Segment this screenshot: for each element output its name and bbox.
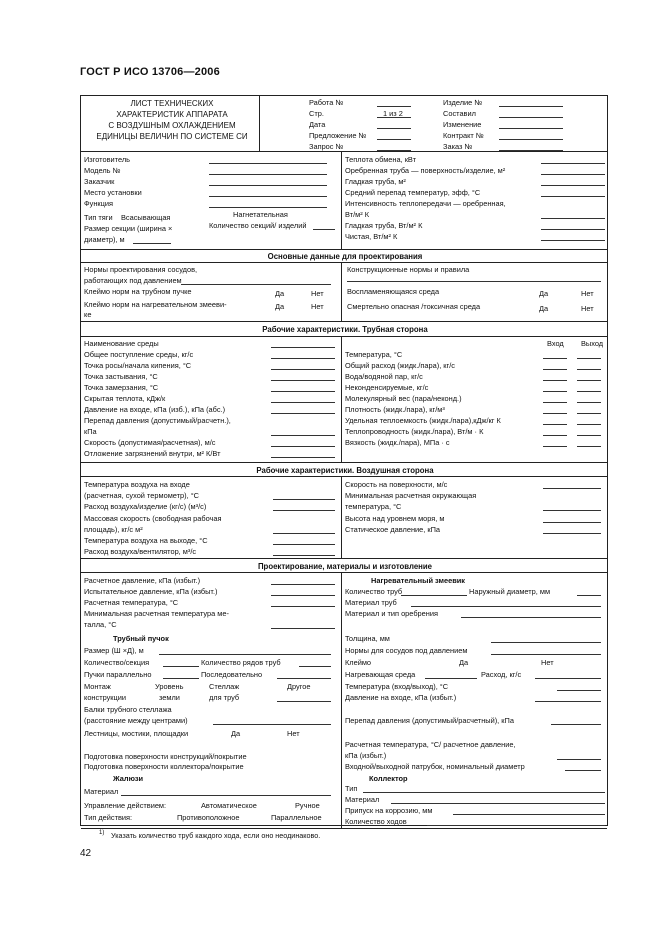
job-number-label: Работа № <box>309 98 344 107</box>
ladders-no: Нет <box>287 729 300 738</box>
min-design-ambient-label-2: температура, °С <box>345 502 402 511</box>
louver-action-label: Управление действием: <box>84 801 167 810</box>
ground-label: земли <box>159 693 180 702</box>
total-fluid-label: Общее поступление среды, кг/с <box>84 350 194 359</box>
fluid-name-label: Наименование среды <box>84 339 159 348</box>
header-title: Коллектор <box>369 774 408 783</box>
coil-inlet-pressure-label: Давление на входе, кПа (избыт.) <box>345 693 457 702</box>
total-flow-label: Общий расход (жидк./пара), кг/с <box>345 361 455 370</box>
mdmt-label-2: талла, °С <box>84 620 117 629</box>
density-label: Плотность (жидк./пара), кг/м³ <box>345 405 445 414</box>
tube-side-title: Рабочие характеристики. Трубная сторона <box>262 325 428 334</box>
coil-fin-material-label: Материал и тип оребрения <box>345 609 438 618</box>
coil-code-stamp-label-2: ке <box>84 310 92 319</box>
rack-beams-label-2: (расстояние между центрами) <box>84 716 188 725</box>
noncondensables-label: Неконденсируемые, кг/с <box>345 383 429 392</box>
induced-draft-option: Всасывающая <box>121 213 171 222</box>
prepared-by-label: Составил <box>443 109 476 118</box>
coil-design-temp-label-2: кПа (избыт.) <box>345 751 387 760</box>
velocity-label: Скорость (допустимая/расчетная), м/с <box>84 438 216 447</box>
footnote-mark: 1) <box>99 830 105 836</box>
ladders-yes: Да <box>231 729 241 738</box>
coil-tube-material-label: Материал труб <box>345 598 397 607</box>
bundles-parallel-label: Пучки параллельно <box>84 670 152 679</box>
ladders-platforms-label: Лестницы, мостики, площадки <box>84 729 189 738</box>
coil-vessel-code-label: Нормы для сосудов под давлением <box>345 646 468 655</box>
other-label: Другое <box>287 682 311 691</box>
header-surface-prep-label: Подготовка поверхности коллектора/покрытие <box>84 762 244 771</box>
forced-draft-option: Нагнетательная <box>233 210 288 219</box>
coil-stamp-no: Нет <box>311 302 324 311</box>
louver-material-label: Материал <box>84 787 119 796</box>
coil-od-label: Наружный диаметр, мм <box>469 587 551 596</box>
coil-flow-label: Расход, кг/с <box>481 670 522 679</box>
dew-bubble-point-label: Точка росы/начала кипения, °С <box>84 361 192 370</box>
sections-per-item-label: Количество секций/ изделий <box>209 221 307 230</box>
louver-parallel-label: Параллельное <box>271 813 322 822</box>
specific-heat-label: Удельная теплоемкость (жидк./пара),кДж/кг К <box>345 416 501 425</box>
flammable-yes: Да <box>539 289 549 298</box>
datasheet-form <box>80 95 608 840</box>
manufacturer-label: Изготовитель <box>84 155 130 164</box>
lethal-yes: Да <box>539 304 549 313</box>
inlet-column-header: Вход <box>547 339 564 348</box>
mounting-label: Монтаж <box>84 682 111 691</box>
temperature-label: Температура, °С <box>345 350 403 359</box>
structure-surface-prep-label: Подготовка поверхности конструкций/покрытие <box>84 752 247 761</box>
coil-nozzle-size-label: Входной/выходной патрубок, номинальный диаметр <box>345 762 525 771</box>
louvers-title: Жалюзи <box>113 774 144 783</box>
flammable-service-label: Воспламеняющаяся среда <box>347 287 440 296</box>
proposal-number-label: Предложение № <box>309 131 367 140</box>
date-label: Дата <box>309 120 326 129</box>
coil-design-temp-label: Расчетная температура, °С/ расчетное давление, <box>345 740 516 749</box>
section-size-label-2: диаметр), м <box>84 235 125 244</box>
face-velocity-label: Скорость на поверхности, м/с <box>345 480 448 489</box>
contract-number-label: Контракт № <box>443 131 484 140</box>
lethal-no: Нет <box>581 304 594 313</box>
outlet-column-header: Выход <box>581 339 604 348</box>
coil-code-no: Нет <box>541 658 554 667</box>
bundle-code-stamp-label: Клеймо норм на трубном пучке <box>84 287 192 296</box>
coil-tube-count-label: Количество труб <box>345 587 403 596</box>
footnote: Указать количество труб каждого хода, если оно неодинаково. <box>111 831 321 840</box>
coil-code-stamp-label: Клеймо норм на нагревательном змееви- <box>84 300 227 309</box>
bundle-size-label: Размер (Ш ×Д), м <box>84 646 144 655</box>
page-of-value: 1 из 2 <box>383 109 403 118</box>
structure-label: конструкции <box>84 693 127 702</box>
corrosion-allowance-label: Припуск на коррозию, мм <box>345 806 433 815</box>
model-label: Модель № <box>84 166 121 175</box>
coil-stamp-label: Клеймо <box>345 658 372 667</box>
bundles-per-section-label: Количество/секция <box>84 658 150 667</box>
bundle-stamp-yes: Да <box>275 289 285 298</box>
min-design-ambient-label: Минимальная расчетная окружающая <box>345 491 477 500</box>
coil-stamp-yes: Да <box>275 302 285 311</box>
mdmt-label: Минимальная расчетная температура ме- <box>84 609 229 618</box>
finned-surface-label: Оребренная труба — поверхность/изделие, м² <box>345 166 506 175</box>
bare-tube-area-label: Гладкая труба, м² <box>345 177 406 186</box>
inlet-pressure-label: Давление на входе, кПа (изб.), кПа (абс.) <box>84 405 226 414</box>
thermal-conductivity-label: Теплопроводность (жидк./пара), Вт/м · К <box>345 427 484 436</box>
design-temperature-label: Расчетная температура, °С <box>84 598 179 607</box>
pressure-vessel-code-label: Нормы проектирования сосудов, <box>84 265 198 274</box>
tube-rows-label: Количество рядов труб <box>201 658 281 667</box>
rack-beams-label: Балки трубного стеллажа <box>84 705 172 714</box>
pressure-drop-unit: кПа <box>84 427 97 436</box>
viscosity-label: Вязкость (жидк./пара), МПа · с <box>345 438 450 447</box>
pour-point-label: Точка застывания, °С <box>84 372 158 381</box>
fouling-label: Отложение загрязнений внутри, м² К/Вт <box>84 449 221 458</box>
function-label: Функция <box>84 199 113 208</box>
section-size-label: Размер секции (ширина × <box>84 224 173 233</box>
structural-code-label: Конструкционные нормы и правила <box>347 265 470 274</box>
for-pipes-label: для труб <box>209 693 240 702</box>
louver-opposed-label: Противоположное <box>177 813 240 822</box>
altitude-label: Высота над уровнем моря, м <box>345 514 445 523</box>
page-label: Стр. <box>309 109 324 118</box>
location-label: Место установки <box>84 188 142 197</box>
design-data-title: Основные данные для проектирования <box>267 252 423 261</box>
louver-type-label: Тип действия: <box>84 813 133 822</box>
passes-label: Количество ходов <box>345 817 407 826</box>
static-pressure-label: Статическое давление, кПа <box>345 525 441 534</box>
header-type-label: Тип <box>345 784 358 793</box>
bundles-series-label: Последовательно <box>201 670 263 679</box>
latent-heat-label: Скрытая теплота, кДж/к <box>84 394 166 403</box>
transfer-rate-unit: Вт/м² К <box>345 210 370 219</box>
coil-pressure-drop-label: Перепад давления (допустимый/расчетный), кПа <box>345 716 514 725</box>
customer-label: Заказчик <box>84 177 115 186</box>
tube-bundle-title: Трубный пучок <box>113 634 169 643</box>
air-flow-fan-label: Расход воздуха/вентилятор, м³/с <box>84 547 197 556</box>
coil-code-yes: Да <box>459 658 469 667</box>
air-flow-label: Расход воздуха/изделие (кг/с) (м³/с) <box>84 502 207 511</box>
design-pressure-label: Расчетное давление, кПа (избыт.) <box>84 576 201 585</box>
transfer-rate-label: Интенсивность теплопередачи — оребренная, <box>345 199 506 208</box>
flammable-no: Нет <box>581 289 594 298</box>
coil-thickness-label: Толщина, мм <box>345 634 390 643</box>
air-outlet-temp-label: Температура воздуха на выходе, °С <box>84 536 208 545</box>
inquiry-number-label: Запрос № <box>309 142 344 151</box>
coil-temp-label: Температура (вход/выход), °С <box>345 682 449 691</box>
bare-tube-rate-label: Гладкая труба, Вт/м² К <box>345 221 423 230</box>
heating-medium-label: Нагревающая среда <box>345 670 416 679</box>
revision-label: Изменение <box>443 120 482 129</box>
clean-rate-label: Чистая, Вт/м² К <box>345 232 398 241</box>
molecular-weight-label: Молекулярный вес (пара/неконд.) <box>345 394 462 403</box>
header-material-label: Материал <box>345 795 380 804</box>
pipe-rack-label: Стеллаж <box>209 682 240 691</box>
mtd-label: Средний перепад температур, эфф, °С <box>345 188 481 197</box>
mass-velocity-label-2: площадь), кг/с м² <box>84 525 143 534</box>
grade-label: Уровень <box>155 682 184 691</box>
document-header: ГОСТ Р ИСО 13706—2006 <box>80 66 220 78</box>
test-pressure-label: Испытательное давление, кПа (избыт.) <box>84 587 218 596</box>
order-number-label: Заказ № <box>443 142 473 151</box>
air-inlet-temp-label-2: (расчетная, сухой термометр), °С <box>84 491 200 500</box>
bundle-stamp-no: Нет <box>311 289 324 298</box>
materials-title: Проектирование, материалы и изготовление <box>257 562 433 571</box>
mass-velocity-label: Массовая скорость (свободная рабочая <box>84 514 222 523</box>
freeze-point-label: Точка замерзания, °С <box>84 383 159 392</box>
form-title: ЛИСТ ТЕХНИЧЕСКИХ ХАРАКТЕРИСТИК АППАРАТА С ВОЗДУШНЫМ ОХЛАЖДЕНИЕМ ЕДИНИЦЫ ВЕЛИЧИН ПО СИСТЕМЕ СИ <box>96 99 248 141</box>
pressure-vessel-code-label-2: работающих под давлением <box>84 276 182 285</box>
louver-manual-label: Ручное <box>295 801 320 810</box>
item-number-label: Изделие № <box>443 98 483 107</box>
heating-coil-title: Нагревательный змеевик <box>371 576 466 585</box>
heat-exchanged-label: Теплота обмена, кВт <box>345 155 416 164</box>
water-steam-label: Вода/водяной пар, кг/с <box>345 372 423 381</box>
page-number: 42 <box>80 848 92 859</box>
draft-type-label: Тип тяги <box>84 213 113 222</box>
lethal-service-label: Смертельно опасная /токсичная среда <box>347 302 481 311</box>
air-side-title: Рабочие характеристики. Воздушная сторона <box>256 466 434 475</box>
louver-automatic-label: Автоматическое <box>201 801 257 810</box>
air-inlet-temp-label: Температура воздуха на входе <box>84 480 190 489</box>
pressure-drop-label: Перепад давления (допустимый/расчетн.), <box>84 416 231 425</box>
